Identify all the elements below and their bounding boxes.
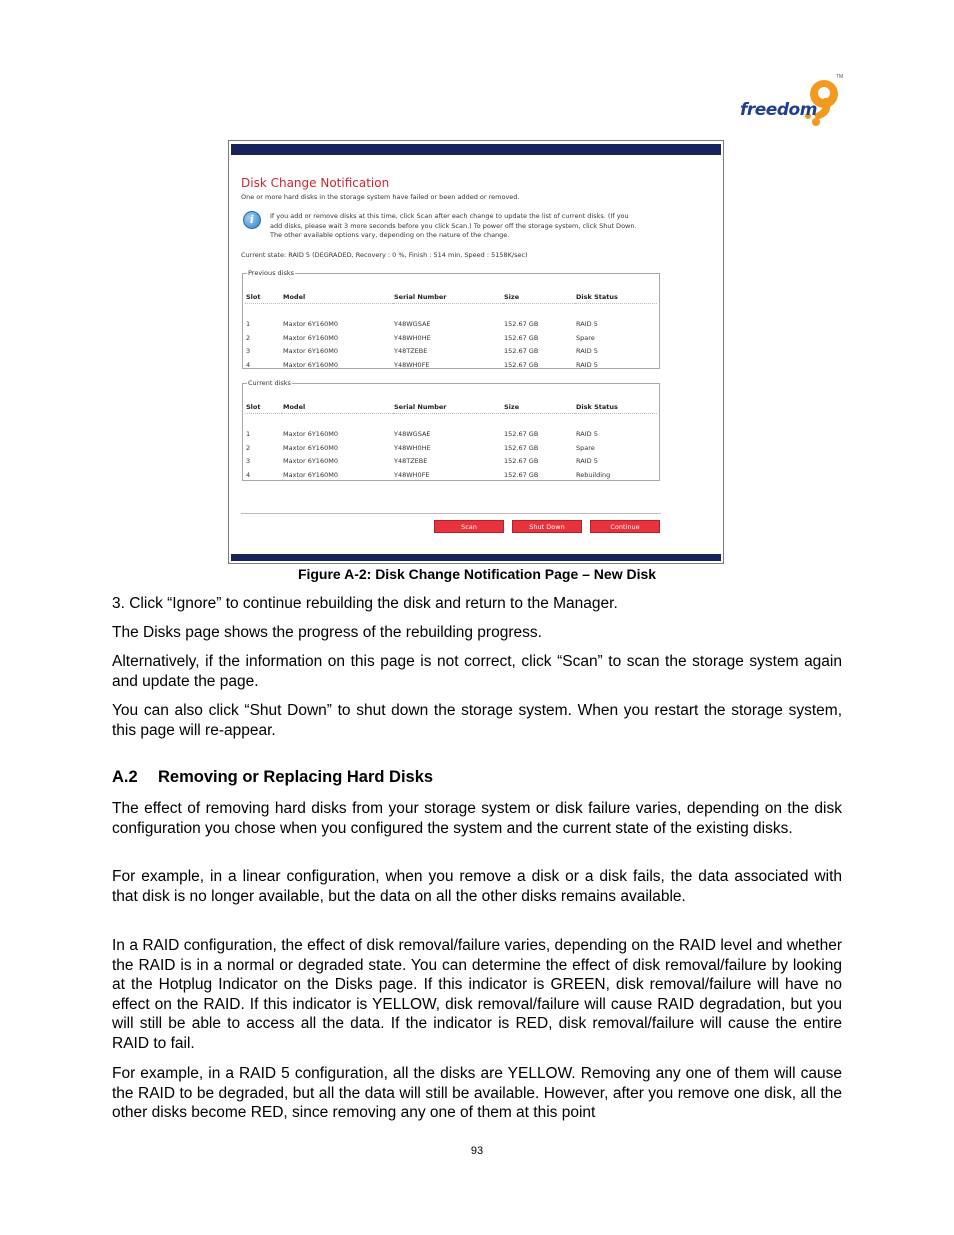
table-row — [245, 358, 657, 372]
table-cell: 152.67 GB — [504, 333, 539, 342]
table-cell: RAID 5 — [576, 457, 598, 466]
table-cell: Y48WH0HE — [394, 333, 431, 342]
table-row — [245, 441, 657, 455]
table-header-row — [245, 401, 657, 414]
table-header-row — [245, 291, 657, 304]
table-cell: 2 — [246, 443, 251, 452]
step-3: 3. Click “Ignore” to continue rebuilding the disk and return to the Manager. — [112, 595, 618, 612]
table-cell: Maxtor 6Y160M0 — [283, 470, 338, 479]
info-line-3: The other available options vary, depending on the nature of the change. — [270, 231, 510, 239]
table-cell: RAID 5 — [576, 347, 598, 356]
column-header: Model — [282, 401, 393, 414]
table-cell: Maxtor 6Y160M0 — [283, 360, 338, 369]
scan-button[interactable]: Scan — [434, 520, 504, 533]
table-row — [245, 455, 657, 469]
previous-disks-table — [245, 291, 657, 372]
paragraph-linear: For example, in a linear configuration, when you remove a disk or a disk fails, the data associated with that disk is no longer available, but the data on all the other disks remains available. — [112, 868, 842, 905]
shut-down-button[interactable]: Shut Down — [512, 520, 582, 533]
table-cell: RAID 5 — [576, 430, 598, 439]
table-row — [245, 428, 657, 442]
table-cell: Y48WH0HE — [394, 443, 431, 452]
table-cell: RAID 5 — [576, 360, 598, 369]
page-subtitle: One or more hard disks in the storage system have failed or been added or removed. — [241, 193, 520, 201]
page-title: Disk Change Notification — [241, 176, 390, 190]
table-row — [245, 304, 657, 318]
info-line-1: If you add or remove disks at this time, click Scan after each change to update the list of current disks. (If you — [270, 212, 629, 220]
figure-caption: Figure A-2: Disk Change Notification Page – New Disk — [297, 566, 657, 582]
section-title: Removing or Replacing Hard Disks — [158, 768, 434, 786]
column-header: Disk Status — [575, 401, 657, 414]
table-row — [245, 331, 657, 345]
paragraph-raid5: For example, in a RAID 5 configuration, all the disks are YELLOW. Removing any one of them will cause the RAID to be degraded, but all the data will still be available. However, after you remove one disk, all the other disks become RED, since removing any one of them at this point — [112, 1065, 842, 1122]
table-cell: Y48TZEBE — [394, 347, 428, 356]
table-cell: Y48WGSAE — [394, 320, 431, 329]
paragraph-effect: The effect of removing hard disks from your storage system or disk failure varies, depending on the disk configuration you chose when you configured the system and the current state of the existing disks. — [112, 800, 842, 837]
table-cell: 152.67 GB — [504, 457, 539, 466]
logo-wordmark: freedom — [740, 100, 817, 120]
column-header: Serial Number — [393, 401, 503, 414]
column-header: Slot — [245, 401, 282, 414]
table-cell: Rebuilding — [576, 470, 611, 479]
paragraph-alternatively: Alternatively, if the information on this page is not correct, click “Scan” to scan the storage system again and update the page. — [112, 653, 842, 690]
table-cell: Y48WH0FE — [394, 360, 430, 369]
table-cell: 3 — [246, 457, 251, 466]
section-heading — [112, 768, 433, 787]
header-bar — [231, 144, 721, 155]
info-line-2: add disks, please wait 3 more seconds before you click Scan.) To power off the storage system, click Shut Down. — [270, 221, 637, 230]
table-cell: 2 — [246, 333, 251, 342]
section-number: A.2 — [112, 768, 138, 786]
table-cell: 4 — [246, 360, 251, 369]
column-header: Size — [503, 401, 575, 414]
current-disks-legend: Current disks — [248, 379, 291, 387]
divider — [241, 513, 661, 514]
table-cell: Maxtor 6Y160M0 — [283, 457, 338, 466]
table-cell: 152.67 GB — [504, 470, 539, 479]
table-cell: 152.67 GB — [504, 320, 539, 329]
trademark-symbol: TM — [836, 74, 844, 80]
table-cell: RAID 5 — [576, 320, 598, 329]
column-header: Slot — [245, 291, 282, 304]
table-cell: 4 — [246, 470, 251, 479]
paragraph-raid: In a RAID configuration, the effect of disk removal/failure varies, depending on the RAID level and whether the RAID is in a normal or degraded state. You can determine the effect of disk removal/failure by looking at the Hotplug Indicator on the Disks page. If this indicator is GREEN, disk removal/failure will have no effect on the RAID. If this indicator is YELLOW, disk removal/failure will cause RAID degradation, but you will still be able to access all the data. If the indicator is RED, disk removal/failure will cause the entire RAID to fail. — [112, 937, 842, 1052]
table-row — [245, 318, 657, 332]
info-icon: i — [243, 211, 261, 229]
previous-disks-legend: Previous disks — [248, 269, 295, 277]
paragraph-disks-page: The Disks page shows the progress of the rebuilding progress. — [112, 624, 542, 641]
freedom9-logo — [736, 72, 848, 132]
current-state-text: Current state: RAID 5 (DEGRADED, Recovery : 0 %, Finish : 514 min, Speed : 5158K/sec) — [241, 251, 528, 259]
current-disks-table — [245, 401, 657, 482]
table-cell: 152.67 GB — [504, 430, 539, 439]
table-cell: Y48WGSAE — [394, 430, 431, 439]
current-disks-group — [242, 379, 660, 481]
paragraph-shut-down: You can also click “Shut Down” to shut down the storage system. When you restart the storage system, this page will re-appear. — [112, 702, 842, 739]
column-header: Disk Status — [575, 291, 657, 304]
table-cell: Spare — [576, 443, 595, 452]
table-cell: Maxtor 6Y160M0 — [283, 320, 338, 329]
continue-button[interactable]: Continue — [590, 520, 660, 533]
footer-bar — [231, 554, 721, 561]
table-cell: Spare — [576, 333, 595, 342]
table-cell: Y48WH0FE — [394, 470, 430, 479]
table-cell: 3 — [246, 347, 251, 356]
table-cell: Y48TZEBE — [394, 457, 428, 466]
table-cell: Maxtor 6Y160M0 — [283, 443, 338, 452]
column-header: Size — [503, 291, 575, 304]
column-header: Model — [282, 291, 393, 304]
page-number: 93 — [470, 1145, 484, 1157]
table-row — [245, 414, 657, 428]
table-cell: 1 — [246, 320, 251, 329]
table-cell: Maxtor 6Y160M0 — [283, 430, 338, 439]
table-cell: Maxtor 6Y160M0 — [283, 333, 338, 342]
table-row — [245, 468, 657, 482]
table-cell: 152.67 GB — [504, 360, 539, 369]
table-cell: 152.67 GB — [504, 347, 539, 356]
table-cell: Maxtor 6Y160M0 — [283, 347, 338, 356]
disk-change-notification-screenshot — [228, 140, 724, 564]
table-cell: 1 — [246, 430, 251, 439]
info-text — [270, 212, 670, 241]
previous-disks-group — [242, 269, 660, 369]
table-cell: 152.67 GB — [504, 443, 539, 452]
table-row — [245, 345, 657, 359]
column-header: Serial Number — [393, 291, 503, 304]
